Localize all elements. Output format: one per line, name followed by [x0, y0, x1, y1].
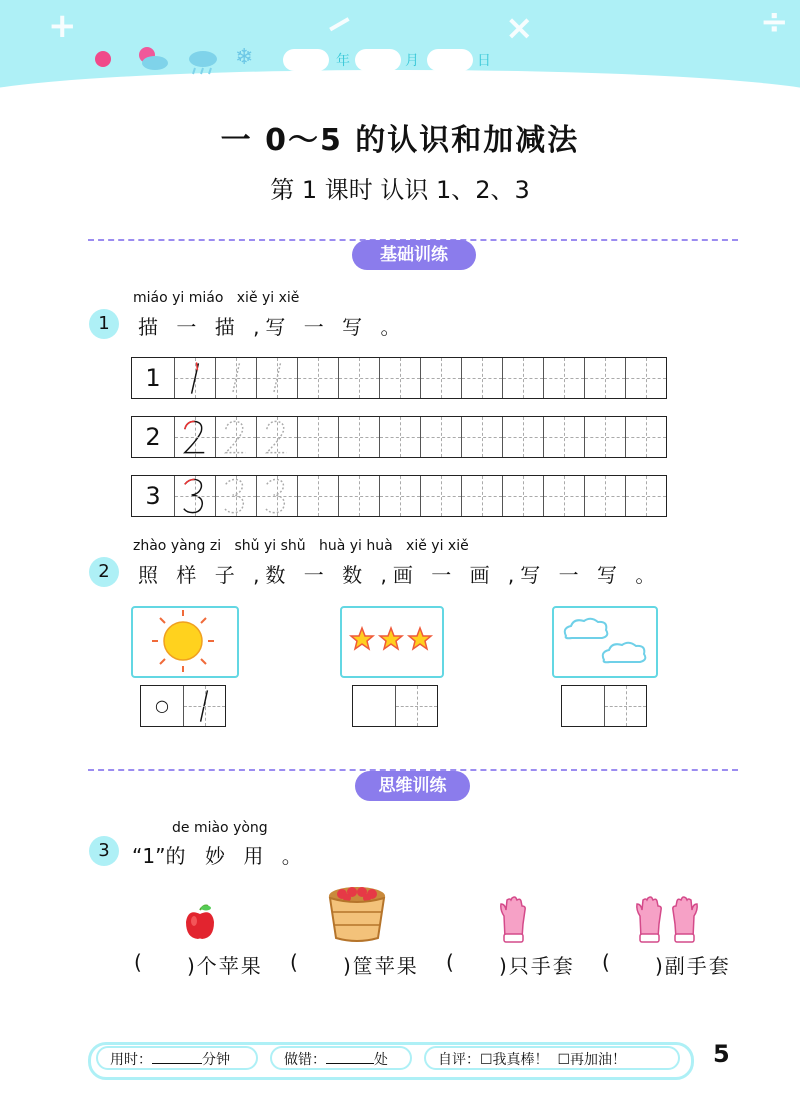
time-unit: 分钟: [202, 1052, 230, 1068]
apple-icon: [182, 902, 218, 942]
trace-cell: [215, 417, 256, 457]
time-input[interactable]: [152, 1049, 202, 1064]
grid-digit: 2: [145, 423, 161, 451]
answer-grid-stars[interactable]: [352, 685, 438, 727]
month-label: 月: [405, 53, 419, 69]
writing-grid-3[interactable]: [131, 475, 667, 517]
trace-cell: [256, 358, 297, 398]
q2-number: 2: [89, 557, 119, 587]
blank-basket-unit[interactable]: )筐苹果: [343, 954, 419, 978]
trace-cell: [174, 358, 215, 398]
day-label: 日: [477, 53, 491, 69]
trace-cell: [215, 358, 256, 398]
lesson-subtitle: 第 1 课时 认识 1、2、3: [270, 176, 530, 204]
sun-icon: [133, 608, 237, 676]
page-number: 5: [713, 1040, 730, 1068]
blank-glove-unit[interactable]: )只手套: [499, 954, 575, 978]
blank-open: (: [134, 950, 144, 974]
trace-cell: [256, 476, 297, 516]
time-label: 用时：: [110, 1052, 152, 1068]
blank-open: (: [290, 950, 300, 974]
writing-grid-1[interactable]: [131, 357, 667, 399]
answer-grid-sun[interactable]: [140, 685, 226, 727]
writing-grid-2[interactable]: [131, 416, 667, 458]
picture-stars: [340, 606, 444, 678]
answer-grid-clouds[interactable]: [561, 685, 647, 727]
picture-clouds: [552, 606, 658, 678]
errors-label: 做错：: [284, 1052, 326, 1068]
year-input[interactable]: [283, 49, 329, 71]
blank-apples-unit[interactable]: )个苹果: [187, 954, 263, 978]
star-icon: [342, 608, 442, 676]
unit-title: 一 0～5 的认识和加减法: [220, 123, 580, 158]
plus-icon: +: [48, 6, 77, 46]
day-input[interactable]: [427, 49, 473, 71]
divide-icon: ÷: [760, 2, 789, 42]
q1-number: 1: [89, 309, 119, 339]
q3-pinyin: de miào yòng: [172, 820, 268, 836]
q1-pinyin: miáo yi miáo xiě yi xiě: [133, 290, 300, 306]
rain-icon: [185, 48, 221, 76]
trace-cell: [174, 417, 215, 457]
example-circle: ○: [155, 696, 169, 715]
errors-unit: 处: [374, 1052, 388, 1068]
q2-instruction: 照 样 子 ,数 一 数 ,画 一 画 ,写 一 写 。: [138, 563, 662, 587]
cloud-icon: [554, 608, 656, 676]
q3-instruction: 妙 用 。: [205, 844, 308, 868]
pair-of-gloves-icon: [632, 894, 702, 944]
blank-open: (: [446, 950, 456, 974]
year-label: 年: [336, 53, 350, 69]
basket-icon: [326, 884, 388, 944]
q3-quote: “1”的: [132, 844, 186, 868]
month-input[interactable]: [355, 49, 401, 71]
partly-cloudy-icon: [135, 44, 171, 72]
trace-cell: [174, 476, 215, 516]
picture-sun: [131, 606, 239, 678]
example-digit-cell: [183, 686, 225, 726]
sun-icon: [95, 51, 111, 67]
section-tag-basic: 基础训练: [352, 240, 476, 270]
blank-pair-gloves-unit[interactable]: )副手套: [655, 954, 731, 978]
minus-icon: −: [316, 0, 362, 49]
q3-number: 3: [89, 836, 119, 866]
footer-errors: [270, 1046, 412, 1070]
section-tag-thinking: 思维训练: [355, 771, 470, 801]
grid-digit: 3: [145, 482, 161, 510]
snowflake-icon: ❄: [235, 45, 254, 70]
footer-time: [96, 1046, 258, 1070]
errors-input[interactable]: [326, 1049, 374, 1064]
trace-cell: [256, 417, 297, 457]
glove-icon: [496, 894, 532, 944]
multiply-icon: ×: [505, 8, 534, 48]
q2-pinyin: zhào yàng zi shǔ yi shǔ huà yi huà xiě yi xiě: [133, 538, 469, 554]
q1-instruction: 描 一 描 ,写 一 写 。: [138, 315, 407, 339]
self-evaluation[interactable]: 自评：☐我真棒！ ☐再加油！: [424, 1046, 680, 1070]
trace-cell: [215, 476, 256, 516]
grid-digit: 1: [145, 364, 161, 392]
blank-open: (: [602, 950, 612, 974]
